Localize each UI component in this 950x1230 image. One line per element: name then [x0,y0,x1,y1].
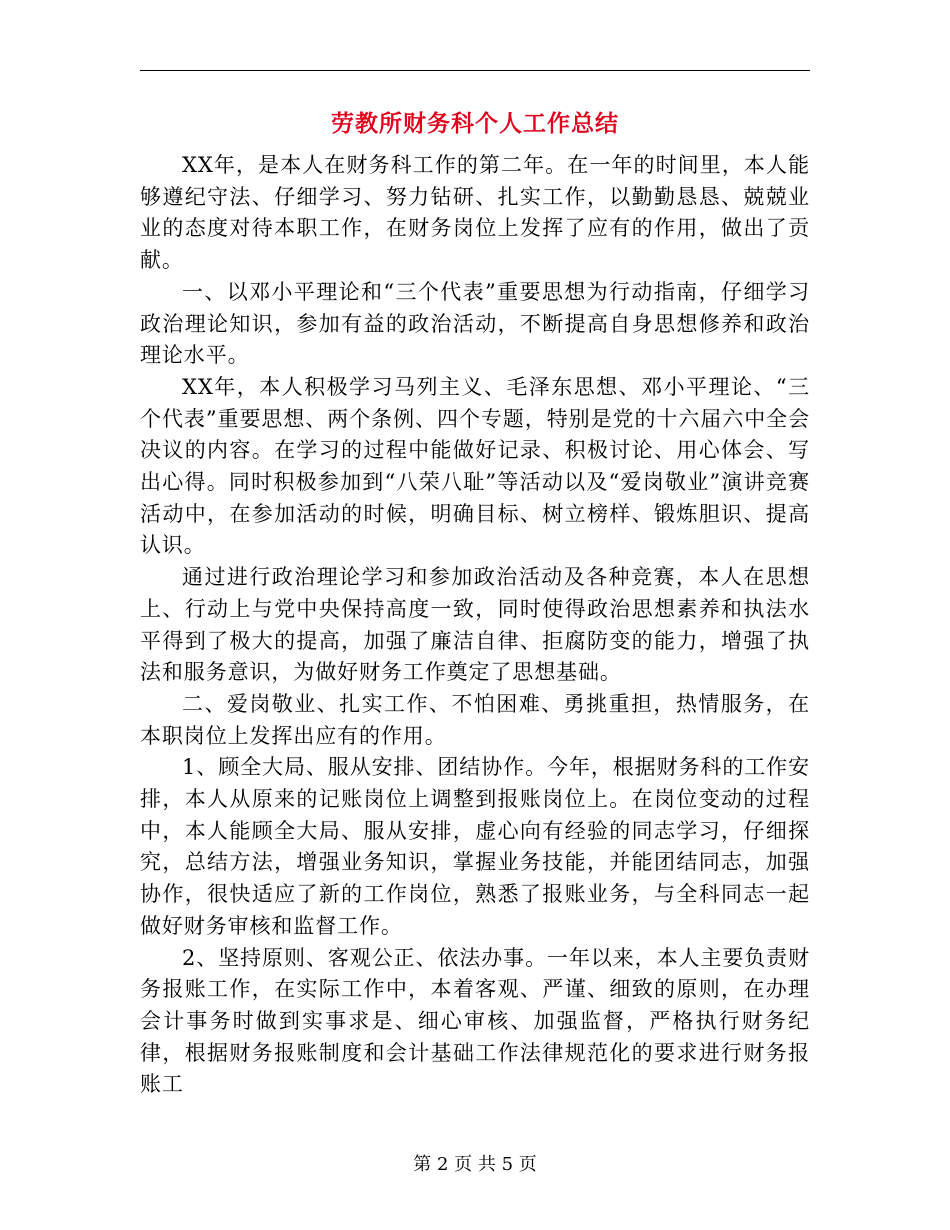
document-body [140,150,810,1101]
page-number: 第 2 页 共 5 页 [413,1154,537,1175]
paragraph: XX年，本人积极学习马列主义、毛泽东思想、邓小平理论、“三个代表”重要思想、两个条例、四个专题，特别是党的十六届六中全会决议的内容。在学习的过程中能做好记录、积极讨论、用心体会、写出心得。同时积极参加到“八荣八耻”等活动以及“爱岗敬业”演讲竞赛活动中，在参加活动的时候，明确目标、树立榜样、锻炼胆识、提高认识。 [140,374,810,558]
header-rule [140,70,810,71]
paragraph: 通过进行政治理论学习和参加政治活动及各种竞赛，本人在思想上、行动上与党中央保持高度一致，同时使得政治思想素养和执法水平得到了极大的提高，加强了廉洁自律、拒腐防变的能力，增强了执法和服务意识，为做好财务工作奠定了思想基础。 [140,565,810,685]
paragraph: 一、以邓小平理论和“三个代表”重要思想为行动指南，仔细学习政治理论知识，参加有益的政治活动，不断提高自身思想修养和政治理论水平。 [140,279,810,368]
paragraph: 1、顾全大局、服从安排、团结协作。今年，根据财务科的工作安排，本人从原来的记账岗位上调整到报账岗位上。在岗位变动的过程中，本人能顾全大局、服从安排，虚心向有经验的同志学习，仔细探究，总结方法，增强业务知识，掌握业务技能，并能团结同志，加强协作，很快适应了新的工作岗位，熟悉了报账业务，与全科同志一起做好财务审核和监督工作。 [140,755,810,938]
document-title: 劳教所财务科个人工作总结 [331,110,619,137]
paragraph: XX年，是本人在财务科工作的第二年。在一年的时间里，本人能够遵纪守法、仔细学习、努力钻研、扎实工作，以勤勤恳恳、兢兢业业的态度对待本职工作，在财务岗位上发挥了应有的作用，做出了贡献。 [140,153,810,273]
paragraph: 2、坚持原则、客观公正、依法办事。一年以来，本人主要负责财务报账工作，在实际工作中，本着客观、严谨、细致的原则，在办理会计事务时做到实事求是、细心审核、加强监督，严格执行财务纪律，根据财务报账制度和会计基础工作法律规范化的要求进行财务报账工 [140,945,810,1097]
paragraph: 二、爱岗敬业、扎实工作、不怕困难、勇挑重担，热情服务，在本职岗位上发挥出应有的作用。 [140,691,810,748]
